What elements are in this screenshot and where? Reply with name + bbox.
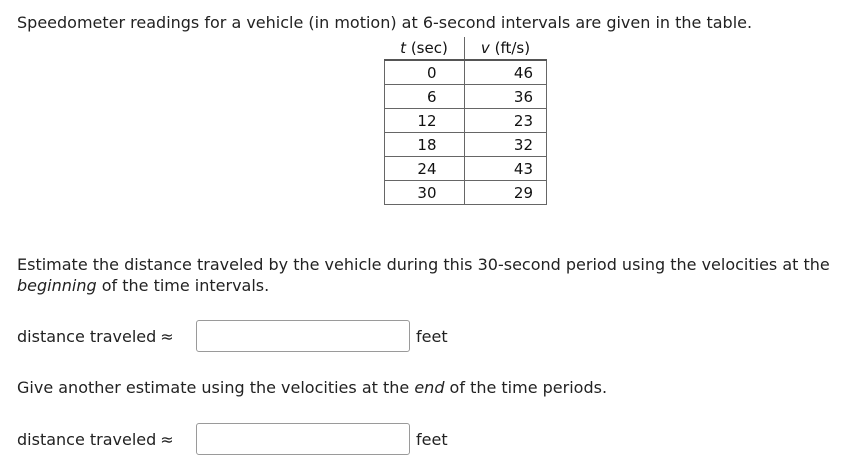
question1-emphasis: beginning [17,276,97,295]
time-cell: 30 [385,181,465,205]
table-row [385,109,547,133]
table-row [385,60,547,85]
time-header-unit: (sec) [410,39,448,57]
table-row [385,133,547,157]
table-row [385,85,547,109]
answer-row-beginning [17,318,448,354]
velocity-column-header [464,37,547,60]
time-cell: 12 [385,109,465,133]
question2-emphasis: end [414,378,445,397]
velocity-cell: 43 [464,157,547,181]
velocity-cell: 32 [464,133,547,157]
approx-symbol: ≈ [160,429,174,449]
table-row [385,157,547,181]
distance-beginning-input[interactable] [196,320,410,352]
question-beginning-estimate [17,254,847,296]
answer1-label-group [17,327,196,346]
question1-text-end: of the time intervals. [96,276,270,295]
table-header-row [385,37,547,60]
velocity-header-unit: (ft/s) [494,39,531,57]
time-header-variable: t [400,39,407,57]
velocity-cell: 29 [464,181,547,205]
time-cell: 24 [385,157,465,181]
question1-text-start: Estimate the distance traveled by the vehicle during this 30-second period using the velocities at the [17,255,830,274]
speed-table [384,37,547,205]
answer1-label: distance traveled [17,326,157,346]
question2-text-start: Give another estimate using the velocities at the [17,378,415,397]
answer2-label-group [17,430,196,449]
answer1-unit: feet [416,326,448,346]
velocity-cell: 46 [464,60,547,85]
time-column-header [385,37,465,60]
answer-row-end [17,421,448,457]
time-cell: 18 [385,133,465,157]
time-cell: 6 [385,85,465,109]
velocity-cell: 23 [464,109,547,133]
approx-symbol: ≈ [160,326,174,346]
table-row [385,181,547,205]
time-cell: 0 [385,60,465,85]
velocity-cell: 36 [464,85,547,109]
distance-end-input[interactable] [196,423,410,455]
problem-intro: Speedometer readings for a vehicle (in motion) at 6-second intervals are given in the table. [17,13,753,32]
answer2-unit: feet [416,429,448,449]
velocity-header-variable: v [480,39,490,57]
answer2-label: distance traveled [17,429,157,449]
question2-text-end: of the time periods. [444,378,608,397]
question-end-estimate [17,377,607,398]
